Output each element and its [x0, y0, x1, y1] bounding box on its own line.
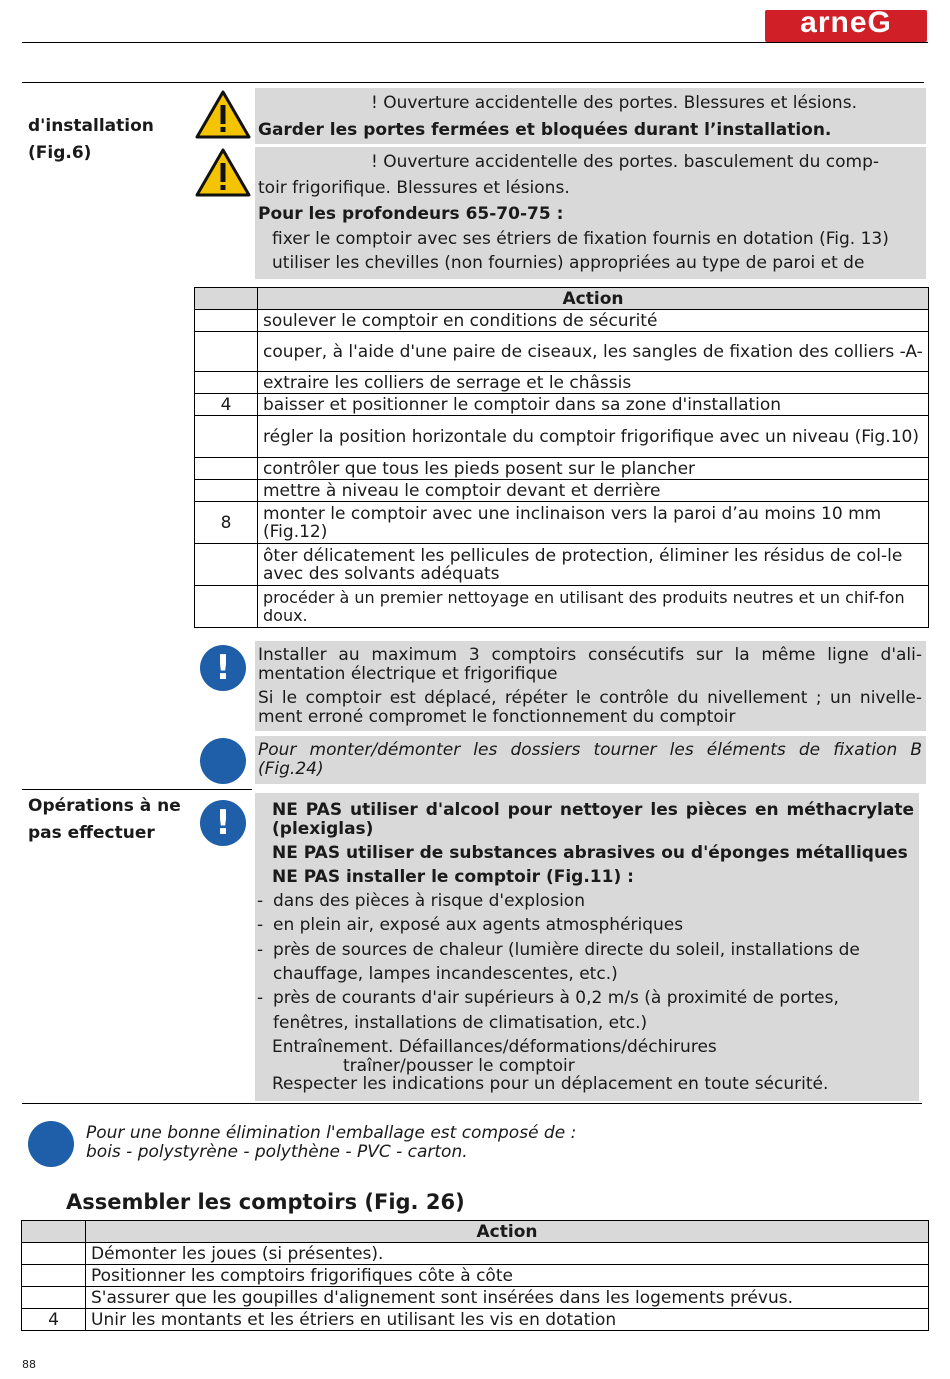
warning-box [255, 147, 926, 279]
warning-icon [195, 90, 251, 140]
step-number [195, 310, 258, 332]
warning-text: utiliser les chevilles (non fournies) appropriées au type de paroi et de [272, 253, 865, 273]
table-row [22, 1243, 929, 1265]
table-header-cell [22, 1221, 86, 1243]
table-header-row [195, 288, 929, 310]
table-header-cell [195, 288, 258, 310]
section-divider [22, 789, 252, 790]
step-number [22, 1287, 86, 1309]
section-label-line: d'installation [28, 116, 154, 136]
table-row [195, 310, 929, 332]
step-text: extraire les colliers de serrage et le châssis [258, 372, 929, 394]
warning-text: ! Ouverture accidentelle des portes. Blessures et lésions. [371, 93, 857, 113]
step-text: couper, à l'aide d'une paire de ciseaux, les sangles de fixation des colliers -A- [258, 332, 929, 372]
warning-box [255, 88, 926, 144]
note-text: Si le comptoir est déplacé, répéter le contrôle du nivellement ; un nivelle-ment erroné compromet le fonctionnement du comptoir [258, 688, 922, 727]
section-heading: Assembler les comptoirs (Fig. 26) [66, 1190, 465, 1214]
step-text: ôter délicatement les pellicules de protection, éliminer les résidus de col-le avec des solvants adéquats [258, 544, 929, 586]
section-label-installation [28, 113, 154, 167]
list-item-continuation: chauffage, lampes incandescentes, etc.) [273, 964, 618, 984]
prohibition-text: NE PAS installer le comptoir (Fig.11) : [272, 867, 634, 887]
list-item-continuation: fenêtres, installations de climatisation, etc.) [273, 1013, 648, 1033]
note-text: Installer au maximum 3 comptoirs consécutifs sur la même ligne d'ali-mentation électrique et frigorifique [258, 645, 922, 684]
info-exclamation-icon: ! [200, 800, 246, 846]
table-header-cell: Action [258, 288, 929, 310]
step-number [22, 1265, 86, 1287]
step-text: mettre à niveau le comptoir devant et derrière [258, 480, 929, 502]
assemble-action-table [21, 1220, 929, 1331]
disposal-text: bois - polystyrène - polythène - PVC - carton. [86, 1142, 468, 1162]
warning-text: toir frigorifique. Blessures et lésions. [258, 178, 570, 198]
info-circle-icon [28, 1121, 74, 1167]
prohibition-text: NE PAS utiliser de substances abrasives ou d'éponges métalliques [272, 843, 908, 863]
step-number [195, 416, 258, 458]
section-bottom-rule [22, 1103, 922, 1104]
step-text: monter le comptoir avec une inclinaison vers la paroi d’au moins 10 mm (Fig.12) [258, 502, 929, 544]
table-row [195, 372, 929, 394]
step-text: Unir les montants et les étriers en utilisant les vis en dotation [86, 1309, 929, 1331]
step-text: procéder à un premier nettoyage en utilisant des produits neutres et un chif-fon doux. [258, 586, 929, 628]
table-row [22, 1309, 929, 1331]
step-number [195, 480, 258, 502]
list-item: - près de sources de chaleur (lumière directe du soleil, installations de [257, 940, 860, 960]
step-number: 4 [22, 1309, 86, 1331]
table-header-cell: Action [86, 1221, 929, 1243]
step-number [195, 332, 258, 372]
prohibition-text: Respecter les indications pour un déplacement en toute sécurité. [272, 1074, 829, 1094]
step-number: 8 [195, 502, 258, 544]
header-rule [22, 42, 928, 43]
table-row [195, 394, 929, 416]
step-number [195, 586, 258, 628]
info-exclamation-icon: ! [200, 645, 246, 691]
list-item: - près de courants d'air supérieurs à 0,2 m/s (à proximité de portes, [257, 988, 839, 1008]
warning-text: Garder les portes fermées et bloquées durant l’installation. [258, 120, 832, 140]
step-text: Démonter les joues (si présentes). [86, 1243, 929, 1265]
arneg-logo [765, 6, 927, 42]
step-number: 4 [195, 394, 258, 416]
table-header-row [22, 1221, 929, 1243]
step-number [22, 1243, 86, 1265]
section-top-rule [22, 82, 924, 83]
note-box [255, 736, 926, 784]
step-number [195, 372, 258, 394]
warning-icon [195, 148, 251, 198]
prohibited-box [255, 793, 919, 1101]
note-text: Pour monter/démonter les dossiers tourner les éléments de fixation B (Fig.24) [258, 740, 922, 779]
table-row [195, 544, 929, 586]
prohibition-text: NE PAS utiliser d'alcool pour nettoyer les pièces en méthacrylate (plexiglas) [272, 800, 914, 839]
table-row [195, 458, 929, 480]
table-row [195, 416, 929, 458]
step-number [195, 458, 258, 480]
step-text: Positionner les comptoirs frigorifiques côte à côte [86, 1265, 929, 1287]
step-text: contrôler que tous les pieds posent sur le plancher [258, 458, 929, 480]
table-row [195, 332, 929, 372]
step-text: S'assurer que les goupilles d'alignement sont insérées dans les logements prévus. [86, 1287, 929, 1309]
action-table [194, 287, 929, 628]
warning-text: ! Ouverture accidentelle des portes. basculement du comp- [371, 152, 880, 172]
section-label-line: Opérations à ne [28, 796, 181, 816]
step-text: régler la position horizontale du comptoir frigorifique avec un niveau (Fig.10) [258, 416, 929, 458]
table-row [195, 586, 929, 628]
disposal-text: Pour une bonne élimination l'emballage est composé de : [86, 1123, 577, 1143]
table-row [195, 480, 929, 502]
note-box [255, 641, 926, 731]
step-number [195, 544, 258, 586]
section-label-operations [28, 793, 181, 847]
step-text: soulever le comptoir en conditions de sécurité [258, 310, 929, 332]
logo-text: arneG [800, 6, 892, 39]
table-row [195, 502, 929, 544]
warning-text: fixer le comptoir avec ses étriers de fixation fournis en dotation (Fig. 13) [272, 229, 889, 249]
prohibition-text: Entraînement. Défaillances/déformations/déchirures [272, 1037, 717, 1057]
section-label-line: pas effectuer [28, 823, 155, 843]
table-row [22, 1287, 929, 1309]
info-circle-icon [200, 738, 246, 784]
list-item: - en plein air, exposé aux agents atmosphériques [257, 915, 684, 935]
section-label-line: (Fig.6) [28, 143, 92, 163]
table-row [22, 1265, 929, 1287]
prohibition-text: traîner/pousser le comptoir [343, 1056, 575, 1076]
step-text: baisser et positionner le comptoir dans sa zone d'installation [258, 394, 929, 416]
warning-text: Pour les profondeurs 65-70-75 : [258, 204, 564, 224]
page-number: 88 [22, 1358, 36, 1371]
list-item: - dans des pièces à risque d'explosion [257, 891, 585, 911]
